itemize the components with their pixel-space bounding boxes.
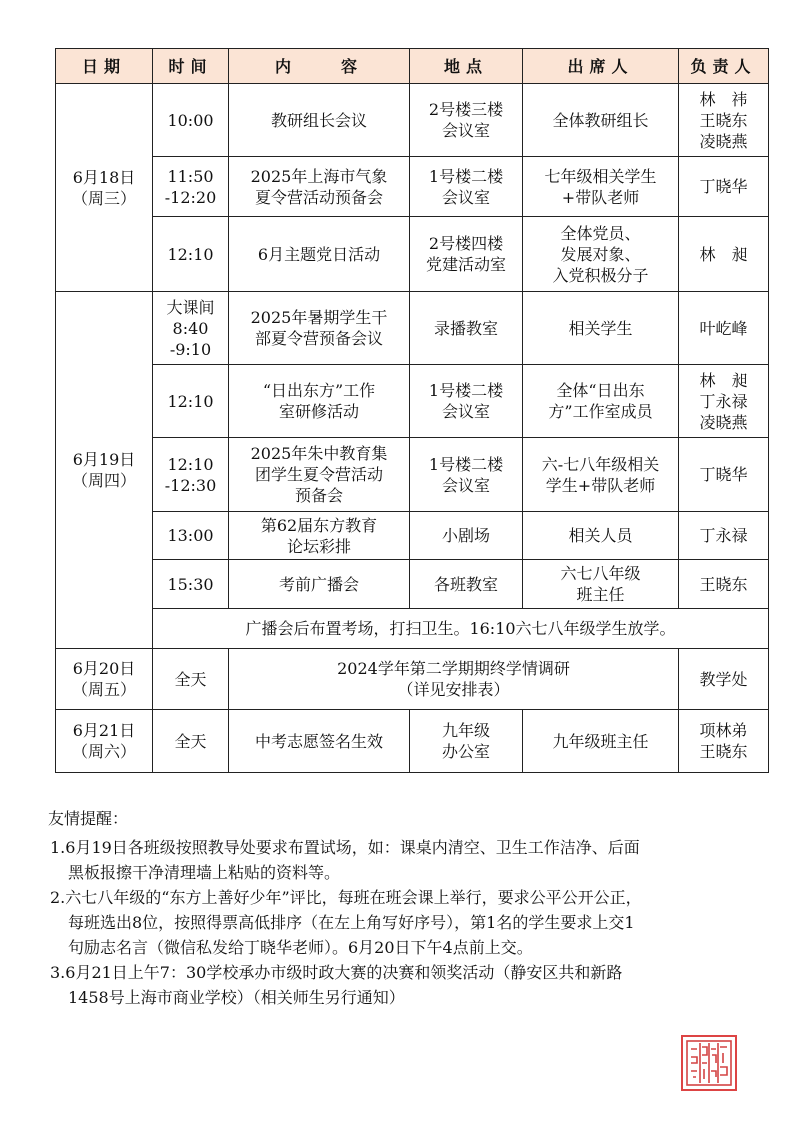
- table-row: [56, 157, 769, 217]
- header-attendees: 出席人: [523, 49, 679, 84]
- content-cell: 教研组长会议: [229, 84, 410, 157]
- attendees-cell: 七年级相关学生 +带队老师: [523, 157, 679, 217]
- time-cell: 12:10: [153, 365, 229, 438]
- header-owner: 负责人: [679, 49, 769, 84]
- time-cell: 全天: [153, 649, 229, 710]
- date-cell: 6月18日 （周三）: [56, 84, 153, 292]
- attendees-cell: 全体“日出东 方”工作室成员: [523, 365, 679, 438]
- content-cell: 第62届东方教育 论坛彩排: [229, 512, 410, 560]
- content-cell: 2024学年第二学期期终学情调研 （详见安排表）: [229, 649, 679, 710]
- note-item: [48, 835, 748, 885]
- time-cell: 全天: [153, 710, 229, 773]
- attendees-cell: 六-七八年级相关 学生+带队老师: [523, 438, 679, 512]
- time-cell: 10:00: [153, 84, 229, 157]
- note-line: 1458号上海市商业学校）（相关师生另行通知）: [68, 988, 405, 1007]
- note-line: 黑板报擦干净清理墙上粘贴的资料等。: [68, 863, 341, 882]
- place-cell: 2号楼四楼 党建活动室: [410, 217, 523, 292]
- owner-cell: 林 昶 丁永禄 凌晓燕: [679, 365, 769, 438]
- table-row: [56, 438, 769, 512]
- content-cell: 考前广播会: [229, 560, 410, 609]
- place-cell: 录播教室: [410, 292, 523, 365]
- header-row: [56, 49, 769, 84]
- time-cell: 11:50 -12:20: [153, 157, 229, 217]
- header-place: 地点: [410, 49, 523, 84]
- time-cell: 13:00: [153, 512, 229, 560]
- attendees-cell: 相关人员: [523, 512, 679, 560]
- table-row: [56, 710, 769, 773]
- content-cell: “日出东方”工作 室研修活动: [229, 365, 410, 438]
- place-cell: 各班教室: [410, 560, 523, 609]
- attendees-cell: 九年级班主任: [523, 710, 679, 773]
- place-cell: 2号楼三楼 会议室: [410, 84, 523, 157]
- content-cell: 中考志愿签名生效: [229, 710, 410, 773]
- header-date: 日期: [56, 49, 153, 84]
- table-row: [56, 365, 769, 438]
- owner-cell: 项林弟 王晓东: [679, 710, 769, 773]
- time-cell: 12:10: [153, 217, 229, 292]
- content-cell: 2025年上海市气象 夏令营活动预备会: [229, 157, 410, 217]
- place-cell: 1号楼二楼 会议室: [410, 365, 523, 438]
- table-row: [56, 609, 769, 649]
- note-item: [48, 885, 748, 960]
- date-cell: 6月20日 （周五）: [56, 649, 153, 710]
- owner-cell: 林 祎 王晓东 凌晓燕: [679, 84, 769, 157]
- attendees-cell: 全体党员、 发展对象、 入党积极分子: [523, 217, 679, 292]
- content-cell: 2025年暑期学生干 部夏令营预备会议: [229, 292, 410, 365]
- place-cell: 1号楼二楼 会议室: [410, 157, 523, 217]
- note-line: 2.六七八年级的“东方上善好少年”评比，每班在班会课上举行，要求公平公开公正，: [50, 888, 642, 907]
- note-line: 句励志名言（微信私发给丁晓华老师）。6月20日下午4点前上交。: [68, 938, 533, 957]
- time-cell: 12:10 -12:30: [153, 438, 229, 512]
- schedule-table: [55, 48, 769, 773]
- header-content: 内 容: [229, 49, 410, 84]
- seal-stamp-icon: [681, 1035, 737, 1091]
- place-cell: 小剧场: [410, 512, 523, 560]
- table-row: [56, 217, 769, 292]
- header-time: 时间: [153, 49, 229, 84]
- note-cell: 广播会后布置考场，打扫卫生。16:10六七八年级学生放学。: [153, 609, 769, 649]
- attendees-cell: 相关学生: [523, 292, 679, 365]
- place-cell: 1号楼二楼 会议室: [410, 438, 523, 512]
- table-row: [56, 512, 769, 560]
- owner-cell: 叶屹峰: [679, 292, 769, 365]
- note-line: 每班选出8位，按照得票高低排序（在左上角写好序号），第1名的学生要求上交1: [68, 913, 635, 932]
- time-cell: 15:30: [153, 560, 229, 609]
- time-cell: 大课间 8:40 -9:10: [153, 292, 229, 365]
- owner-cell: 教学处: [679, 649, 769, 710]
- owner-cell: 林 昶: [679, 217, 769, 292]
- owner-cell: 丁晓华: [679, 438, 769, 512]
- notes-heading: 友情提醒：: [48, 809, 129, 828]
- owner-cell: 王晓东: [679, 560, 769, 609]
- table-row: [56, 649, 769, 710]
- content-cell: 2025年朱中教育集 团学生夏令营活动 预备会: [229, 438, 410, 512]
- owner-cell: 丁晓华: [679, 157, 769, 217]
- date-cell: 6月19日 （周四）: [56, 292, 153, 649]
- table-row: [56, 560, 769, 609]
- reminder-notes: [48, 806, 748, 1010]
- note-line: 1.6月19日各班级按照教导处要求布置试场，如：课桌内清空、卫生工作洁净、后面: [50, 838, 640, 857]
- attendees-cell: 六七八年级 班主任: [523, 560, 679, 609]
- table-row: [56, 84, 769, 157]
- note-item: [48, 960, 748, 1010]
- content-cell: 6月主题党日活动: [229, 217, 410, 292]
- owner-cell: 丁永禄: [679, 512, 769, 560]
- table-row: [56, 292, 769, 365]
- place-cell: 九年级 办公室: [410, 710, 523, 773]
- note-line: 3.6月21日上午7：30学校承办市级时政大赛的决赛和领奖活动（静安区共和新路: [50, 963, 623, 982]
- attendees-cell: 全体教研组长: [523, 84, 679, 157]
- date-cell: 6月21日 （周六）: [56, 710, 153, 773]
